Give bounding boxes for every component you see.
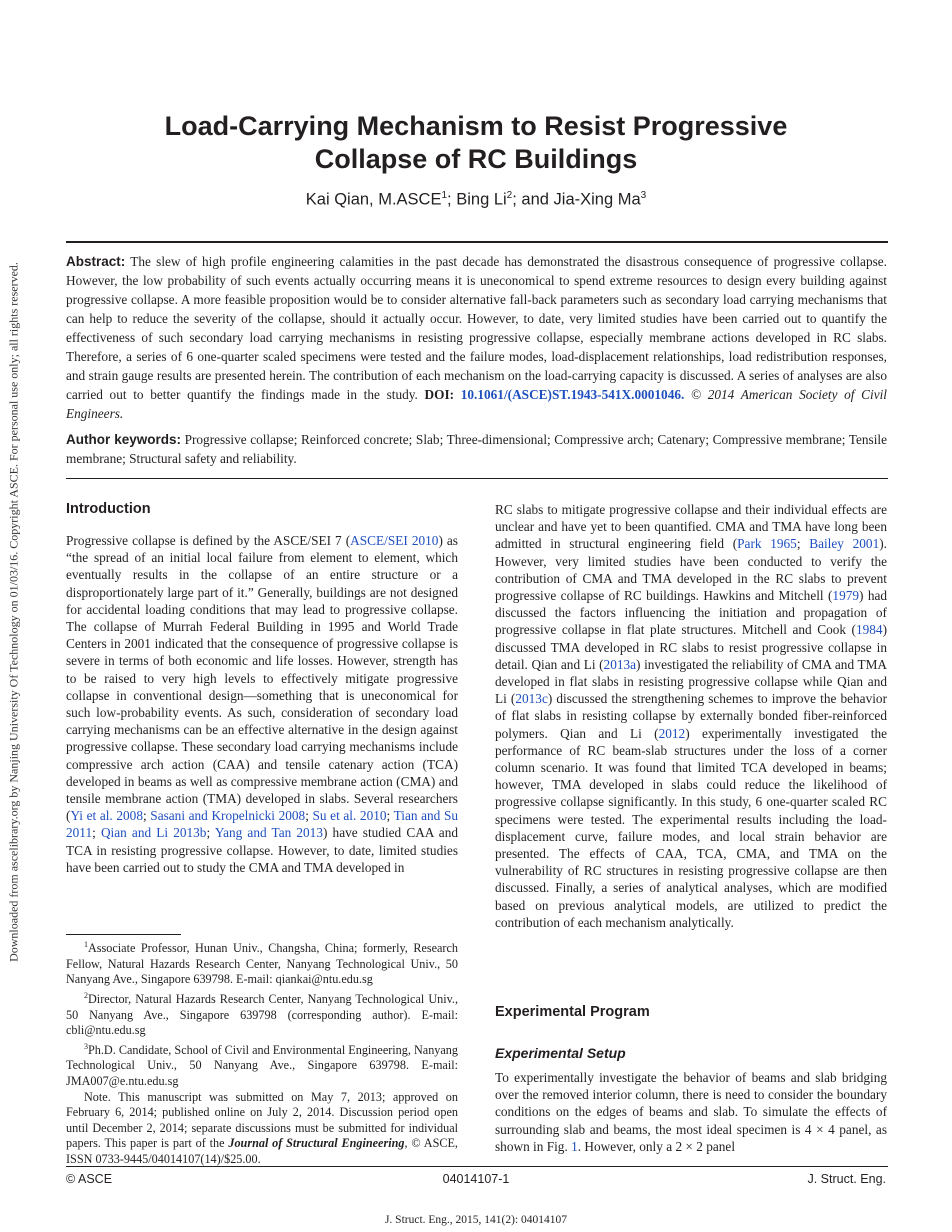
ref-link[interactable]: Tian and Su 2011 (66, 808, 458, 841)
ref-link[interactable]: Sasani and Kropelnicki 2008 (150, 808, 306, 824)
title-line-2: Collapse of RC Buildings (314, 144, 638, 174)
footer-journal: J. Struct. Eng. (807, 1172, 886, 1186)
section-heading-experimental-program: Experimental Program (495, 1004, 650, 1020)
footer-rule (66, 1166, 888, 1167)
ref-link[interactable]: Park 1965 (737, 536, 797, 552)
abstract-heading: Abstract: (66, 254, 126, 269)
copyright-line: © 2014 American Society of Civil Engineers. (66, 387, 887, 421)
author-2: Bing Li (456, 190, 507, 209)
ref-link[interactable]: 2012 (658, 725, 686, 741)
experimental-setup-text: To experimentally investigate the behavior of beams and slab bridging over the removed interior column, there is need to consider the boundary conditions on the edges of beams and slab. To simulate the effects of surrounding slab and beams, the most ideal specimen is 4 × 4 panel, as shown in Fig. 1. However, only a 2 × 2 panel (495, 1070, 887, 1154)
author-3: Jia-Xing Ma (553, 190, 641, 209)
ref-link[interactable]: Qian and Li 2013b (100, 825, 207, 841)
abstract-top-rule (66, 241, 888, 243)
footnote-3: $^3$Ph.D. Candidate, School of Civil and Environmental Engineering, Nanyang Technological Univ., 50 Nanyang Ave., Singapore 639798. E-mail: JMA007@e.ntu.edu.sg (66, 1041, 458, 1088)
ref-link[interactable]: ASCE/SEI 2010 (350, 533, 439, 548)
title-line-1: Load-Carrying Mechanism to Resist Progressive (164, 111, 788, 141)
submission-note: Note. This manuscript was submitted on May 7, 2013; approved on February 6, 2014; published online on July 2, 2014. Discussion period open until December 2, 2014; separate discussions must be submitted for individual papers. This paper is part of the Journal of Structural Engineering, © ASCE, ISSN 0733-9445/04014107(14)/$25.00. (66, 1089, 458, 1166)
section-heading-introduction: Introduction (66, 501, 151, 517)
abstract-body: The slew of high profile engineering calamities in the past decade has demonstrated the disastrous consequence of progressive collapse. However, the low probability of such events actually occurring means it is uneconomical to spend extreme resources to design every building against progressive collapse. A more feasible proposition would be to consider alternative fall-back parameters such as secondary load carrying mechanisms that can help to reduce the severity of the collapse, should it actually occur. However, to date, very limited studies have been carried out to quantify the effectiveness of such secondary load carrying mechanisms in resisting progressive collapse, especially membrane actions developed in RC slabs. Therefore, a series of 6 one-quarter scaled specimens were tested and the failure modes, load-displacement relationships, load redistribution responses, and strain gauge results are presented herein. The contribution of each mechanism on the load-carrying capacity is discussed. A series of analyses are also carried out to better quantify the findings made in the study. (66, 254, 887, 402)
ref-link[interactable]: Yang and Tan 2013 (214, 825, 323, 841)
download-notice: Downloaded from ascelibrary.org by Nanjing University Of Technology on 01/03/16. Copyright ASCE. For personal use only; all rights reserved. (6, 262, 21, 962)
ref-link[interactable]: 2013a (603, 656, 637, 672)
footer-publisher: © ASCE (66, 1172, 113, 1186)
ref-link[interactable]: 2013c (515, 691, 548, 707)
footnote-rule (66, 934, 181, 935)
ref-link[interactable]: Bailey 2001 (809, 536, 880, 552)
figure-ref-link[interactable]: 1 (571, 1138, 578, 1154)
author-keywords (66, 430, 887, 468)
author-1: Kai Qian, M.ASCE (305, 190, 442, 209)
footnote-2: $^2$Director, Natural Hazards Research Center, Nanyang Technological Univ., 50 Nanyang Ave., Singapore 639798 (corresponding author). E-mail: cbli@ntu.edu.sg (66, 990, 458, 1038)
keywords-body: Progressive collapse; Reinforced concrete; Slab; Three-dimensional; Compressive arch; Catenary; Compressive membrane; Tensile membrane; Structural safety and reliability. (66, 432, 888, 466)
abstract-bottom-rule (66, 478, 888, 479)
citation-line: J. Struct. Eng., 2015, 141(2): 04014107 (384, 1214, 568, 1226)
doi-link[interactable]: 10.1061/(ASCE)ST.1943-541X.0001046. (460, 387, 685, 402)
subsection-heading-experimental-setup: Experimental Setup (495, 1045, 626, 1061)
doi-label: DOI: (424, 387, 455, 402)
ref-link[interactable]: Yi et al. 2008 (70, 808, 143, 824)
abstract (66, 252, 887, 423)
keywords-heading: Author keywords: (66, 432, 182, 447)
footnote-1: $^1$Associate Professor, Hunan Univ., Changsha, China; formerly, Research Fellow, Natural Hazards Research Center, Nanyang Technological Univ., 50 Nanyang Ave., Singapore 639798. E-mail: qiankai@ntu.edu.sg (66, 940, 458, 987)
footnotes (66, 937, 458, 1168)
author-3-affil: 3 (640, 190, 647, 201)
author-2-affil: 2 (506, 190, 513, 201)
ref-link[interactable]: 1979 (832, 588, 860, 604)
footer-page-id: 04014107-1 (442, 1172, 510, 1186)
introduction-text: Progressive collapse is defined by the ASCE/SEI 7 (ASCE/SEI 2010) as “the spread of an initial local failure from element to element, which eventually results in the collapse of an entire structure or a disproportionately large part of it.” Generally, buildings are not designed for accidental loading conditions that may lead to progressive collapse. The collapse of Murrah Federal Building in 1995 and World Trade Centers in 2001 indicated that the consequence of progressive collapse is severe in terms of both economic and life losses. However, strength has to be raised to very high levels to effectively mitigate progressive collapse in conventional design—something that is uneconomical for such low-probability events. As such, consideration of secondary load carrying mechanisms can be an effective alternative in the design against progressive collapse. These secondary load carrying mechanisms include compressive arch action (CAA) and tensile catenary action (TCA) developed in beams as well as compressive membrane action (CMA) and tensile membrane action (TMA) developed in slabs. Several researchers (Yi et al. 2008; Sasani and Kropelnicki 2008; Su et al. 2010; Tian and Su 2011; Qian and Li 2013b; Yang and Tan 2013) have studied CAA and TCA in resisting progressive collapse. However, to date, limited studies have been carried out to study the CMA and TMA developed in (66, 533, 458, 875)
ref-link[interactable]: Su et al. 2010 (312, 808, 387, 824)
journal-name: Journal of Structural Engineering (228, 1136, 405, 1151)
author-1-affil: 1 (441, 190, 448, 201)
paper-title (66, 110, 886, 176)
right-column-text: RC slabs to mitigate progressive collapse and their individual effects are unclear and have yet to been quantified. CMA and TMA have long been admitted in structural engineering field (Park 1965; Bailey 2001). However, very limited studies have been conducted to verify the contribution of CMA and TMA developed in the RC slabs to prevent progressive collapse of RC buildings. Hawkins and Mitchell (1979) had discussed the factors influencing the initiation and propagation of progressive collapse in flat plate structures. Mitchell and Cook (1984) discussed TMA developed in RC slabs to resist progressive collapse in detail. Qian and Li (2013a) investigated the reliability of CMA and TMA developed in flat slabs in resisting progressive collapse while Qian and Li (2013c) discussed the strengthening schemes to improve the behavior of flat slabs in resisting collapse by externally bonded fiber-reinforced polymers. Qian and Li (2012) experimentally investigated the performance of RC beam-slab structures under the loss of a corner column scenario. It was found that limited TCA developed in beams; however, TMA developed in slabs could reduce the likelihood of progressive collapse significantly. In this study, 6 one-quarter scaled RC specimens were tested. The experimental results including the load-displacement curve, failure modes, and local strain behavior are presented. The effects of CAA, TCA, CMA, and TMA on the vulnerability of RC structures in resisting progressive collapse are then discussed. Finally, a series of analytical analyses, which are modified based on previous analytical models, are utilized to predict the contribution of each mechanism analytically. (495, 502, 888, 930)
ref-link[interactable]: 1984 (855, 622, 883, 638)
author-list: Kai Qian, M.ASCE$^1$; Bing Li$^2$; and Jia-Xing Ma$^3$ (305, 190, 647, 209)
